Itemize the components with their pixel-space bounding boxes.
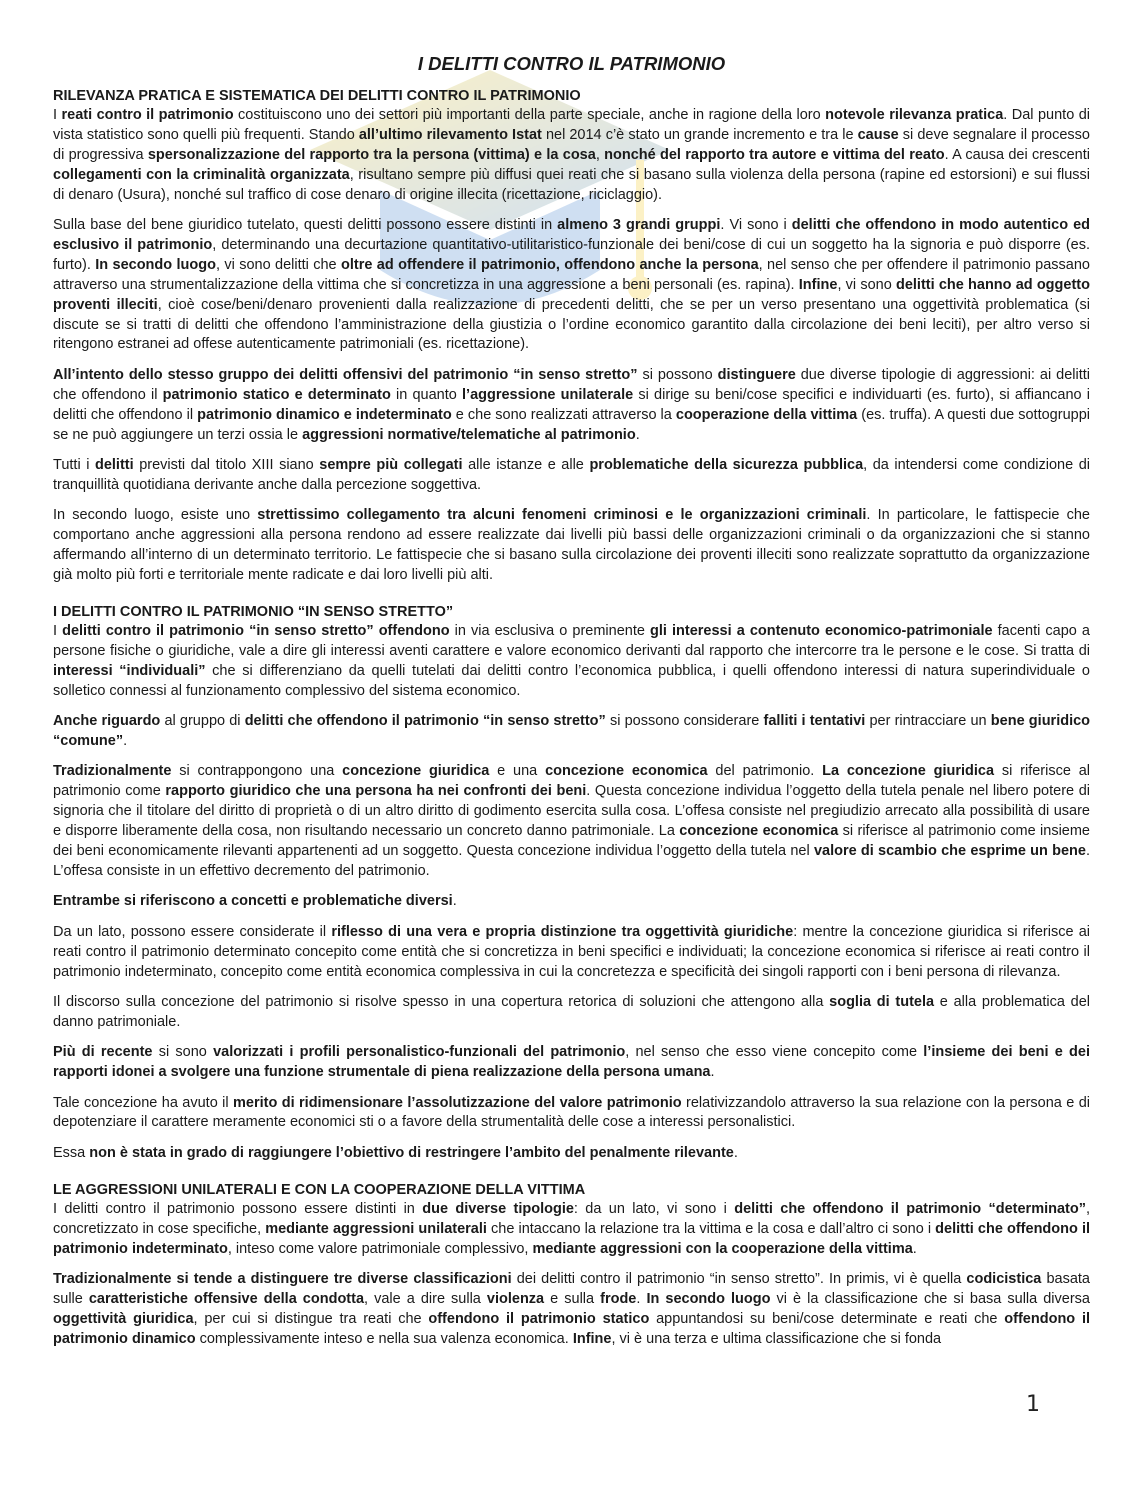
text-run: si sono bbox=[152, 1044, 214, 1061]
paragraph bbox=[53, 622, 1090, 702]
section bbox=[53, 1180, 1090, 1350]
bold-text-run: La concezione giuridica bbox=[822, 763, 995, 780]
bold-text-run: mediante aggressioni unilaterali bbox=[265, 1220, 487, 1237]
text-run: appuntandosi su beni/cose determinate e reati che bbox=[649, 1310, 1005, 1327]
bold-text-run: delitti che offendono il patrimonio “in senso stretto” bbox=[244, 713, 606, 730]
bold-text-run: all’ultimo rilevamento Istat bbox=[358, 126, 542, 143]
text-run: al gruppo di bbox=[160, 713, 245, 730]
section bbox=[53, 602, 1090, 1164]
bold-text-run: All’intento dello stesso gruppo dei delitti offensivi del patrimonio “in senso stretto” bbox=[53, 366, 638, 383]
section bbox=[53, 86, 1090, 586]
bold-text-run: nonché del rapporto tra autore e vittima del reato bbox=[604, 146, 945, 163]
bold-text-run: In secondo luogo bbox=[95, 256, 216, 273]
bold-text-run: valore di scambio che esprime un bene bbox=[813, 843, 1086, 859]
text-run: costituiscono uno dei settori più importanti della parte speciale, anche in ragione della loro bbox=[233, 107, 826, 123]
paragraph bbox=[53, 1270, 1090, 1350]
text-run: , risultano sempre più diffusi quei reati che si basano sulla violenza della persona (rapine ed estorsioni) e sui flussi di denaro (Usura), nonché sul traffico di cose denaro di origine illecita (ricettazione, riciclaggio). bbox=[53, 166, 1091, 203]
bold-text-run: valorizzati i profili personalistico-funzionali del patrimonio bbox=[213, 1044, 626, 1061]
bold-text-run: frode bbox=[600, 1290, 637, 1307]
section-heading: RILEVANZA PRATICA E SISTEMATICA DEI DELITTI CONTRO IL PATRIMONIO bbox=[53, 88, 581, 104]
text-run: . bbox=[635, 426, 640, 443]
bold-text-run: rapporto giuridico che una persona ha nei confronti dei beni bbox=[165, 783, 587, 800]
text-run: . bbox=[733, 1144, 738, 1161]
bold-text-run: Infine bbox=[798, 276, 838, 293]
text-run: . Questa concezione individua l’oggetto della tutela penale nel libero potere di signoria che il titolare del diritto di proprietà o di un altro diritto di godimento esercita sulla cosa. L’offesa consiste nel pregiudizio arrecato alla possibilità di usare e disporre liberamente della cosa, non risultando necessario un concreto danno patrimoniale. La bbox=[53, 783, 1090, 840]
text-run: Il discorso sulla concezione del patrimonio si risolve spesso in una copertura retorica di soluzioni che attengono alla bbox=[53, 993, 830, 1010]
text-run: Tutti i bbox=[53, 457, 95, 473]
text-run: si riferisce al patrimonio come insieme dei beni economicamente rilevanti appartenenti ad un soggetto. Questa concezione individua l’oggetto della tutela nel bbox=[53, 823, 1090, 859]
paragraph bbox=[53, 712, 1090, 752]
bold-text-run: l’insieme dei beni e dei rapporti idonei a svolgere una funzione strumentale di piena realizzazione della persona umana bbox=[53, 1044, 1090, 1081]
text-run: I bbox=[53, 107, 62, 123]
bold-text-run: patrimonio dinamico e indeterminato bbox=[197, 406, 452, 423]
text-run: facenti capo a persone fisiche o giuridiche, vale a dire gli interessi aventi carattere e valore economico derivanti dal rapporto che intercorre tra le persone e le cose. Si tratta di bbox=[53, 622, 1090, 659]
bold-text-run: oggettività giuridica bbox=[53, 1310, 194, 1327]
paragraph bbox=[53, 456, 1090, 496]
bold-text-run: delitti che offendono il patrimonio “determinato” bbox=[734, 1200, 1086, 1217]
bold-text-run: Infine bbox=[572, 1330, 612, 1347]
bold-text-run: concezione giuridica bbox=[342, 763, 490, 780]
bold-text-run: Tradizionalmente bbox=[53, 763, 172, 780]
text-run: , da intendersi come condizione di tranquillità quotidiana derivante anche dalla percezione soggettiva. bbox=[53, 457, 1090, 493]
text-run: , inteso come valore patrimoniale complessivo, bbox=[227, 1240, 533, 1257]
text-run: . In particolare, le fattispecie che comportano anche aggressioni alla persona rendono ad essere realizzate dai livelli più bassi delle organizzazioni criminali o da organizzazioni che si stanno affermando all’interno di un determinato territorio. Le fattispecie che si basano sulla circolazione dei proventi illeciti sono realizzate soprattutto da organizzazione già molto più forti e territoriale mente radicate e dai loro livelli più alti. bbox=[53, 507, 1090, 584]
text-run: . L’offesa consiste in un effettivo decremento del patrimonio. bbox=[53, 843, 1091, 879]
paragraph bbox=[53, 506, 1090, 586]
bold-text-run: concezione economica bbox=[679, 823, 839, 840]
paragraph bbox=[53, 1144, 1090, 1164]
bold-text-run: gli interessi a contenuto economico-patrimoniale bbox=[650, 622, 993, 639]
text-run: due diverse tipologie di aggressioni: ai delitti che offendono il bbox=[53, 366, 1090, 403]
bold-text-run: falliti i tentativi bbox=[763, 713, 866, 730]
bold-text-run: merito di ridimensionare l’assolutizzazione del valore patrimonio bbox=[233, 1094, 682, 1111]
text-run: I bbox=[53, 622, 63, 639]
text-run: , vi sono delitti che bbox=[215, 256, 341, 273]
text-run: , vale a dire sulla bbox=[364, 1290, 487, 1307]
text-run: che intaccano la relazione tra la vittima e la cosa e dall’altro ci sono i bbox=[486, 1220, 936, 1237]
text-run: , concretizzato in cose specifiche, bbox=[53, 1200, 1091, 1237]
text-run: dei delitti contro il patrimonio “in senso stretto”. In primis, vi è quella bbox=[511, 1271, 967, 1287]
paragraph bbox=[53, 892, 1090, 912]
bold-text-run: sempre più collegati bbox=[319, 457, 463, 473]
bold-text-run: l’aggressione unilaterale bbox=[462, 386, 634, 403]
bold-text-run: problematiche della sicurezza pubblica bbox=[589, 457, 864, 473]
bold-text-run: codicistica bbox=[966, 1271, 1042, 1287]
bold-text-run: Anche riguardo bbox=[53, 713, 161, 730]
bold-text-run: delitti che offendono il patrimonio indeterminato bbox=[53, 1220, 1091, 1257]
paragraph bbox=[53, 366, 1090, 446]
bold-text-run: In secondo luogo bbox=[646, 1290, 771, 1307]
bold-text-run: concezione economica bbox=[545, 763, 708, 780]
bold-text-run: soglia di tutela bbox=[829, 993, 935, 1010]
text-run: Sulla base del bene giuridico tutelato, questi delitti possono essere distinti in bbox=[53, 217, 558, 234]
bold-text-run: spersonalizzazione del rapporto tra la persona (vittima) e la cosa bbox=[147, 146, 596, 163]
paragraph bbox=[53, 762, 1090, 881]
bold-text-run: mediante aggressioni con la cooperazione della vittima bbox=[532, 1240, 913, 1257]
bold-text-run: delitti che hanno ad oggetto proventi illeciti bbox=[53, 276, 1090, 313]
bold-text-run: interessi “individuali” bbox=[53, 662, 206, 679]
text-run: e una bbox=[489, 763, 546, 780]
bold-text-run: offendono il patrimonio dinamico bbox=[53, 1310, 1091, 1347]
text-run: Essa bbox=[53, 1144, 90, 1161]
text-run: . A causa dei crescenti bbox=[944, 146, 1090, 163]
bold-text-run: collegamenti con la criminalità organizzata bbox=[53, 166, 350, 183]
text-run: : mentre la concezione giuridica si riferisce ai reati contro il patrimonio determinato concepito come entità che si concretizza in beni specifici e individuati; la concezione economica si riferisce ai reati contro il patrimonio indeterminato, concepito come entità economica complessiva in cui la concretezza e specificità dei singoli rapporti con i beni persona di rilevanza. bbox=[53, 923, 1091, 980]
paragraph bbox=[53, 923, 1090, 983]
bold-text-run: cooperazione della vittima bbox=[675, 406, 858, 423]
bold-text-run: notevole rilevanza pratica bbox=[825, 107, 1004, 123]
text-run: e alla problematica del danno patrimoniale. bbox=[53, 993, 1090, 1030]
bold-text-run: non è stata in grado di raggiungere l’obiettivo di restringere l’ambito del penalmente rilevante bbox=[89, 1144, 734, 1161]
bold-text-run: delitti bbox=[94, 457, 134, 473]
text-run: (es. truffa). A questi due sottogruppi se ne può aggiungere un terzi ossia le bbox=[53, 406, 1090, 443]
paragraph bbox=[53, 1043, 1090, 1083]
text-run: . Vi sono i bbox=[720, 217, 792, 234]
text-run: alle istanze e alle bbox=[462, 457, 590, 473]
text-run: . bbox=[912, 1240, 917, 1257]
text-run: . Dal punto di vista statistico sono quelli più frequenti. Stando bbox=[53, 107, 1090, 143]
text-run: , nel senso che esso viene concepito come bbox=[625, 1044, 924, 1061]
text-run: , nel senso che per offendere il patrimonio passano attraverso una strumentalizzazione della vittima che si concretizza in una aggressione a beni personali (es. rapina). bbox=[53, 256, 1090, 293]
page-number: 1 bbox=[1026, 1392, 1040, 1417]
text-run: complessivamente inteso e nella sua valenza economica. bbox=[195, 1330, 573, 1347]
text-run: , vi sono bbox=[837, 276, 896, 293]
text-run: relativizzandolo attraverso la sua relazione con la persona e di depotenziare il carattere meramente economici sti o a favore della strumentalità delle cose a interessi personalistici. bbox=[53, 1094, 1090, 1131]
paragraph bbox=[53, 1094, 1090, 1134]
section-heading: LE AGGRESSIONI UNILATERALI E CON LA COOPERAZIONE DELLA VITTIMA bbox=[53, 1181, 586, 1198]
paragraph bbox=[53, 1200, 1090, 1260]
paragraph bbox=[53, 993, 1090, 1033]
text-run: , bbox=[595, 146, 605, 163]
bold-text-run: almeno 3 grandi gruppi bbox=[557, 217, 721, 234]
bold-text-run: Più di recente bbox=[53, 1044, 153, 1061]
bold-text-run: Tradizionalmente si tende a distinguere tre diverse classificazioni bbox=[53, 1271, 512, 1287]
text-run: e che sono realizzati attraverso la bbox=[451, 406, 676, 423]
bold-text-run: delitti contro il patrimonio “in senso stretto” offendono bbox=[62, 622, 450, 639]
bold-text-run: offendono il patrimonio statico bbox=[428, 1310, 650, 1327]
text-run: si dirige su beni/cose specifici e individuarti (es. furto), si affiancano i delitti che offendono il bbox=[53, 386, 1090, 423]
bold-text-run: bene giuridico “comune” bbox=[53, 713, 1091, 749]
text-run: . bbox=[710, 1064, 715, 1081]
text-run: si riferisce al patrimonio come bbox=[53, 763, 1090, 800]
text-run: . bbox=[123, 732, 128, 749]
document-body bbox=[53, 86, 1090, 1350]
text-run: Da un lato, possono essere considerate il bbox=[53, 923, 332, 940]
text-run: si possono considerare bbox=[605, 713, 764, 730]
bold-text-run: Entrambe si riferiscono a concetti e problematiche diversi bbox=[53, 893, 453, 910]
text-run: che si differenziano da quelli tutelati dai delitti contro l’economica pubblica, i quelli offendono interessi di natura superindividuale o solletico connessi al funzionamento complessivo del sistema economico. bbox=[53, 662, 1090, 699]
text-run: vi è la classificazione che si basa sulla diversa bbox=[770, 1290, 1090, 1307]
text-run: si contrappongono una bbox=[171, 763, 343, 780]
text-run: previsti dal titolo XIII siano bbox=[133, 457, 320, 473]
text-run: In secondo luogo, esiste uno bbox=[53, 507, 258, 524]
text-run: nel 2014 c’è stato un grande incremento e tra le bbox=[541, 126, 858, 143]
text-run: , determinando una decurtazione quantitativo-utilitaristico-funzionale dei beni/cose di cui un soggetto ha la signoria e può disporre (es. furto). bbox=[53, 236, 1090, 273]
bold-text-run: due diverse tipologie bbox=[422, 1200, 574, 1217]
text-run: in via esclusiva o preminente bbox=[449, 622, 651, 639]
text-run: . bbox=[452, 893, 457, 910]
bold-text-run: patrimonio statico e determinato bbox=[162, 386, 391, 403]
bold-text-run: aggressioni normative/telematiche al patrimonio bbox=[302, 426, 636, 443]
bold-text-run: oltre ad offendere il patrimonio, offendono anche la persona bbox=[341, 256, 759, 273]
text-run: per rintracciare un bbox=[865, 713, 991, 730]
text-run: I delitti contro il patrimonio possono essere distinti in bbox=[53, 1200, 423, 1217]
bold-text-run: violenza bbox=[486, 1290, 545, 1307]
paragraph bbox=[53, 106, 1090, 206]
paragraph bbox=[53, 216, 1090, 355]
bold-text-run: caratteristiche offensive della condotta bbox=[88, 1290, 365, 1307]
text-run: , per cui si distingue tra reati che bbox=[193, 1310, 429, 1327]
bold-text-run: strettissimo collegamento tra alcuni fenomeni criminosi e le organizzazioni criminali bbox=[257, 507, 867, 524]
text-run: del patrimonio. bbox=[707, 763, 823, 780]
text-run: , cioè cose/beni/denaro provenienti dalla realizzazione di precedenti delitti, che se per un verso presentano una oggettività problematica (si discute se si tratti di delitti che offendono l’amministrazione della giustizia o l’ordine economico garantito dalla circolazione dei beni leciti), per altro verso si ritengono estranei ad offese autenticamente patrimoniali (es. ricettazione). bbox=[53, 296, 1090, 353]
bold-text-run: riflesso di una vera e propria distinzione tra oggettività giuridiche bbox=[331, 923, 794, 940]
text-run: si deve segnalare il processo di progressiva bbox=[53, 126, 1090, 163]
document-title: I DELITTI CONTRO IL PATRIMONIO bbox=[417, 53, 726, 74]
text-run: Tale concezione ha avuto il bbox=[53, 1094, 234, 1111]
text-run: : da un lato, vi sono i bbox=[573, 1200, 735, 1217]
bold-text-run: distinguere bbox=[717, 366, 796, 383]
section-heading: I DELITTI CONTRO IL PATRIMONIO “IN SENSO STRETTO” bbox=[53, 603, 454, 620]
text-run: . bbox=[636, 1290, 647, 1307]
text-run: e sulla bbox=[544, 1290, 601, 1307]
bold-text-run: delitti che offendono in modo autentico ed esclusivo il patrimonio bbox=[53, 217, 1090, 253]
text-run: in quanto bbox=[390, 386, 463, 403]
bold-text-run: cause bbox=[857, 126, 899, 143]
document-page bbox=[53, 52, 1090, 1366]
bold-text-run: reati contro il patrimonio bbox=[61, 107, 234, 123]
text-run: , vi è una terza e ultima classificazione che si fonda bbox=[611, 1330, 942, 1347]
text-run: basata sulle bbox=[53, 1271, 1090, 1307]
text-run: si possono bbox=[637, 366, 718, 383]
